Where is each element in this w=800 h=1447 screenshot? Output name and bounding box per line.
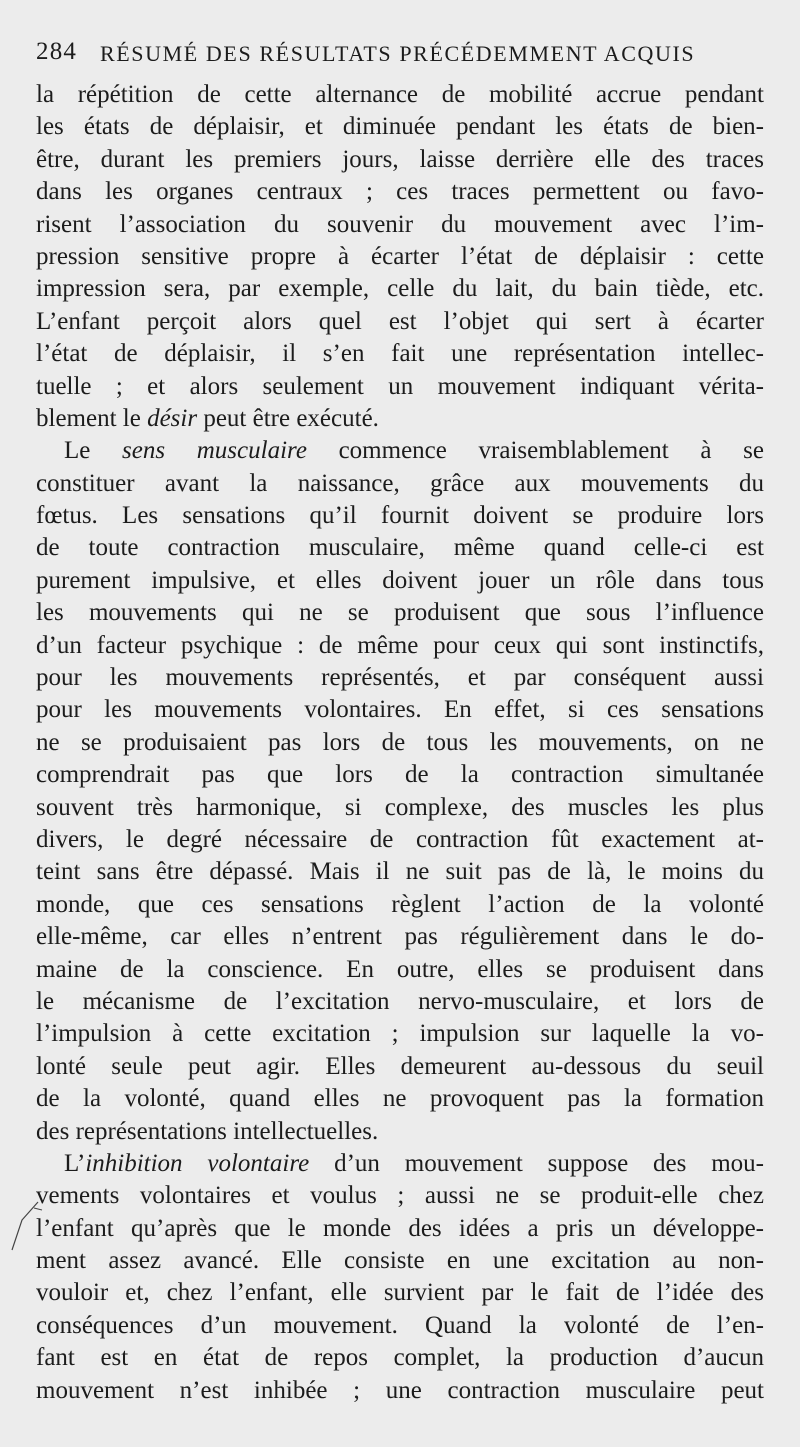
- text-line: elle-même, car elles n’entrent pas régulièrement dans le do-: [36, 923, 764, 951]
- text-line: être, durant les premiers jours, laisse derrière elle des traces: [36, 145, 764, 173]
- text-line: ne se produisaient pas lors de tous les mouvements, on ne: [36, 728, 764, 756]
- text-line: impression sera, par exemple, celle du lait, du bain tiède, etc.: [36, 275, 764, 303]
- text-line: L’inhibition volontaire d’un mouvement suppose des mou-: [64, 1149, 764, 1177]
- text-line: Le sens musculaire commence vraisemblablement à se: [64, 437, 764, 465]
- text-line: les mouvements qui ne se produisent que sous l’influence: [36, 599, 764, 627]
- paragraph: [36, 1148, 764, 1407]
- body-text: [36, 79, 764, 1407]
- pencil-margin-mark: [4, 1198, 44, 1254]
- text-line: fœtus. Les sensations qu’il fournit doivent se produire lors: [36, 502, 764, 530]
- page-number: 284: [36, 38, 78, 65]
- text-line: purement impulsive, et elles doivent jouer un rôle dans tous: [36, 566, 764, 594]
- text-line: l’enfant qu’après que le monde des idées a pris un développe-: [36, 1214, 764, 1242]
- text-line: ment assez avancé. Elle consiste en une excitation au non-: [36, 1247, 764, 1275]
- text-line: lonté seule peut agir. Elles demeurent au-dessous du seuil: [36, 1052, 764, 1080]
- text-line: mouvement n’est inhibée ; une contraction musculaire peut: [36, 1376, 764, 1404]
- page-header: [36, 38, 764, 72]
- text-line: vements volontaires et voulus ; aussi ne se produit-elle chez: [36, 1182, 764, 1210]
- text-line: de toute contraction musculaire, même quand celle-ci est: [36, 534, 764, 562]
- text-line: souvent très harmonique, si complexe, des muscles les plus: [36, 793, 764, 821]
- text-line: L’enfant perçoit alors quel est l’objet qui sert à écarter: [36, 307, 764, 335]
- text-line: le mécanisme de l’excitation nervo-musculaire, et lors de: [36, 987, 764, 1015]
- text-line: teint sans être dépassé. Mais il ne suit pas de là, le moins du: [36, 858, 764, 886]
- text-line: comprendrait pas que lors de la contraction simultanée: [36, 761, 764, 789]
- text-line: l’impulsion à cette excitation ; impulsion sur laquelle la vo-: [36, 1020, 764, 1048]
- text-line: des représentations intellectuelles.: [36, 1117, 379, 1145]
- text-line: pression sensitive propre à écarter l’état de déplaisir : cette: [36, 242, 764, 270]
- text-line: risent l’association du souvenir du mouvement avec l’im-: [36, 210, 764, 238]
- text-line: tuelle ; et alors seulement un mouvement indiquant vérita-: [36, 372, 764, 400]
- paragraph: [36, 79, 764, 435]
- text-line: l’état de déplaisir, il s’en fait une représentation intellec-: [36, 340, 764, 368]
- text-line: vouloir et, chez l’enfant, elle survient par le fait de l’idée des: [36, 1279, 764, 1307]
- text-line: divers, le degré nécessaire de contraction fût exactement at-: [36, 825, 764, 853]
- text-line: la répétition de cette alternance de mobilité accrue pendant: [36, 81, 764, 108]
- text-line: d’un facteur psychique : de même pour ceux qui sont instinctifs,: [36, 631, 764, 659]
- text-line: pour les mouvements représentés, et par conséquent aussi: [36, 664, 764, 692]
- text-line: les états de déplaisir, et diminuée pendant les états de bien-: [36, 113, 764, 141]
- text-line: constituer avant la naissance, grâce aux mouvements du: [36, 469, 764, 497]
- text-line: fant est en état de repos complet, la production d’aucun: [36, 1344, 764, 1372]
- running-head: RÉSUMÉ DES RÉSULTATS PRÉCÉDEMMENT ACQUIS: [100, 41, 696, 66]
- text-line: conséquences d’un mouvement. Quand la volonté de l’en-: [36, 1311, 764, 1339]
- text-line: pour les mouvements volontaires. En effet, si ces sensations: [36, 696, 764, 724]
- text-line: blement le désir peut être exécuté.: [36, 404, 379, 432]
- paragraph: [36, 435, 764, 1148]
- text-line: de la volonté, quand elles ne provoquent pas la formation: [36, 1085, 764, 1113]
- text-line: maine de la conscience. En outre, elles se produisent dans: [36, 955, 764, 983]
- text-line: monde, que ces sensations règlent l’action de la volonté: [36, 890, 764, 918]
- text-line: dans les organes centraux ; ces traces permettent ou favo-: [36, 178, 764, 206]
